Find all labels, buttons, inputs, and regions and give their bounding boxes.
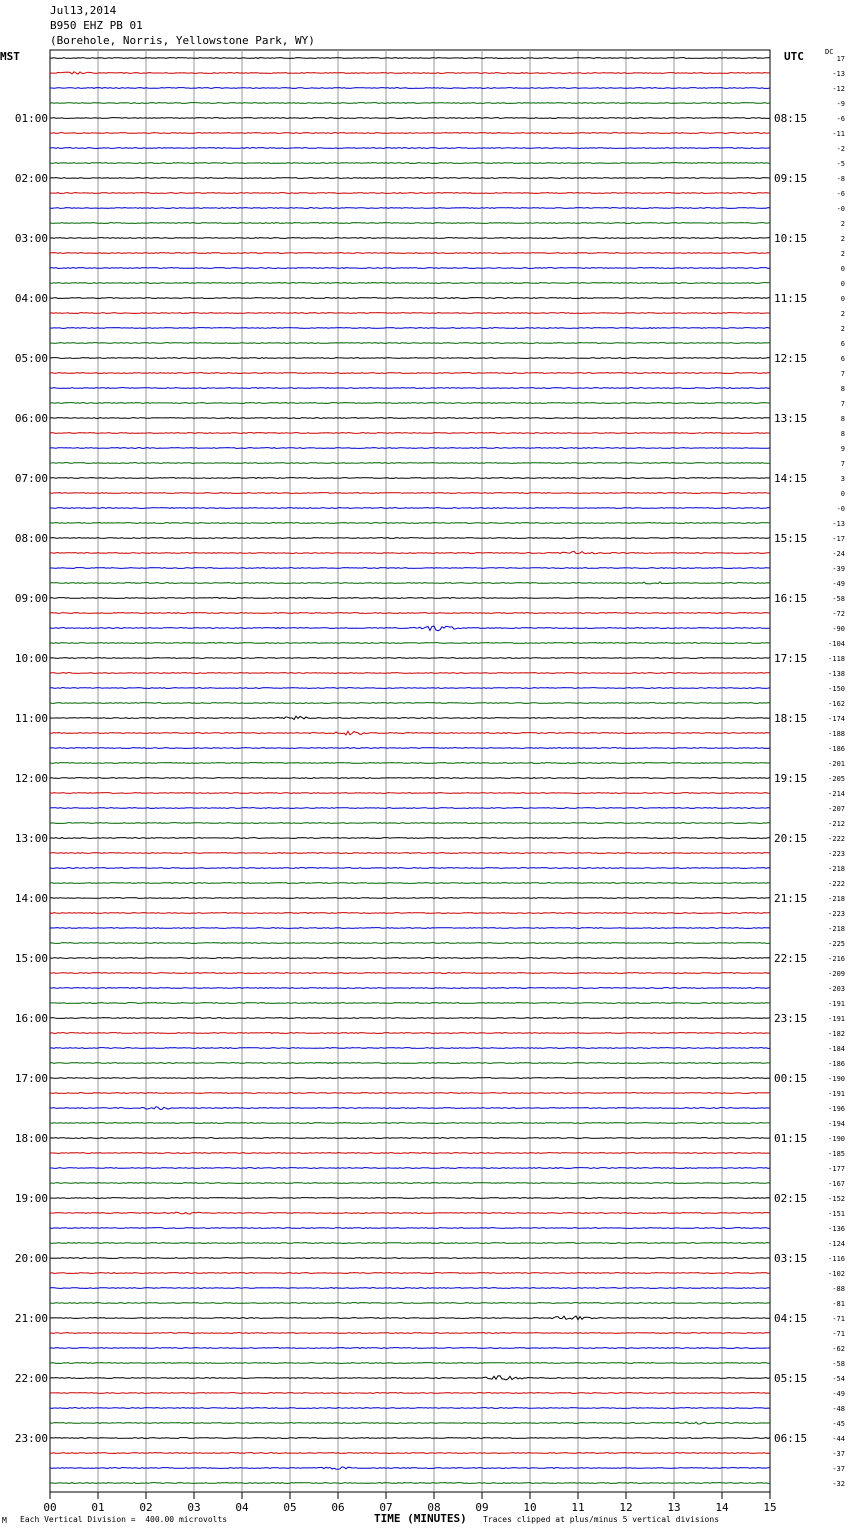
plot-frame xyxy=(50,50,770,1492)
x-tick-label: 03 xyxy=(187,1501,201,1514)
trace-row-33 xyxy=(50,551,770,553)
trace-row-27 xyxy=(50,463,770,464)
trace-row-91 xyxy=(50,1422,770,1424)
dc-offset-value: -182 xyxy=(828,1030,845,1038)
trace-row-51 xyxy=(50,823,770,824)
trace-row-16 xyxy=(50,298,770,299)
trace-row-64 xyxy=(50,1018,770,1019)
time-axis xyxy=(43,1492,776,1514)
trace-row-81 xyxy=(50,1273,770,1274)
dc-offset-value: -116 xyxy=(828,1255,845,1263)
left-hour-label: 17:00 xyxy=(14,1072,48,1085)
trace-row-83 xyxy=(50,1303,770,1304)
trace-row-13 xyxy=(50,253,770,254)
trace-row-0 xyxy=(50,58,770,59)
right-hour-label: 18:15 xyxy=(774,712,808,725)
dc-offset-value: -54 xyxy=(832,1375,845,1383)
trace-row-37 xyxy=(50,613,770,614)
right-timezone-label: UTC xyxy=(784,50,804,63)
dc-offset-value: 7 xyxy=(840,460,845,468)
right-hour-label: 12:15 xyxy=(774,352,808,365)
dc-offset-value: -0 xyxy=(836,505,845,513)
dc-offset-value: -216 xyxy=(828,955,845,963)
trace-row-72 xyxy=(50,1138,770,1139)
right-hour-label: 10:15 xyxy=(774,232,808,245)
trace-row-18 xyxy=(50,328,770,329)
dc-offset-value: -191 xyxy=(828,1015,845,1023)
x-tick-label: 08 xyxy=(427,1501,441,1514)
trace-row-67 xyxy=(50,1063,770,1064)
dc-offset-value: -49 xyxy=(832,580,845,588)
dc-offset-value: -124 xyxy=(828,1240,845,1248)
dc-offset-value: -209 xyxy=(828,970,845,978)
right-hour-label: 02:15 xyxy=(774,1192,808,1205)
trace-row-47 xyxy=(50,763,770,764)
dc-offset-value: -39 xyxy=(832,565,845,573)
trace-row-34 xyxy=(50,568,770,569)
dc-offset-value: -218 xyxy=(828,925,845,933)
right-hour-label: 21:15 xyxy=(774,892,808,905)
station-location: (Borehole, Norris, Yellowstone Park, WY) xyxy=(50,34,315,47)
dc-offset-value: -9 xyxy=(836,100,845,108)
left-hour-label: 05:00 xyxy=(14,352,48,365)
left-hour-label: 15:00 xyxy=(14,952,48,965)
trace-row-6 xyxy=(50,148,770,149)
dc-offset-value: 0 xyxy=(840,280,845,288)
dc-offset-value: -12 xyxy=(832,85,845,93)
dc-offset-value: 8 xyxy=(840,430,845,438)
trace-row-89 xyxy=(50,1393,770,1394)
station-code: B950 EHZ PB 01 xyxy=(50,19,143,32)
trace-row-45 xyxy=(50,731,770,735)
dc-offset-value: 2 xyxy=(840,310,845,318)
x-tick-label: 04 xyxy=(235,1501,249,1514)
dc-offset-value: 2 xyxy=(840,325,845,333)
trace-row-86 xyxy=(50,1348,770,1349)
dc-offset-value: -186 xyxy=(828,745,845,753)
trace-row-74 xyxy=(50,1168,770,1169)
trace-row-5 xyxy=(50,133,770,134)
dc-offset-value: -44 xyxy=(832,1435,845,1443)
trace-row-46 xyxy=(50,748,770,749)
dc-offset-value: -11 xyxy=(832,130,845,138)
trace-row-50 xyxy=(50,808,770,809)
right-hour-label: 20:15 xyxy=(774,832,808,845)
trace-row-54 xyxy=(50,868,770,869)
dc-offset-value: -223 xyxy=(828,850,845,858)
left-hour-label: 04:00 xyxy=(14,292,48,305)
trace-row-28 xyxy=(50,478,770,479)
trace-row-29 xyxy=(50,493,770,494)
left-hour-label: 22:00 xyxy=(14,1372,48,1385)
left-hour-label: 20:00 xyxy=(14,1252,48,1265)
trace-row-61 xyxy=(50,973,770,974)
dc-offset-value: 7 xyxy=(840,370,845,378)
x-tick-label: 06 xyxy=(331,1501,345,1514)
right-hour-label: 05:15 xyxy=(774,1372,808,1385)
x-tick-label: 02 xyxy=(139,1501,153,1514)
minute-grid xyxy=(98,50,722,1492)
trace-row-31 xyxy=(50,523,770,524)
trace-row-77 xyxy=(50,1212,770,1214)
trace-row-80 xyxy=(50,1258,770,1259)
dc-offset-value: 8 xyxy=(840,415,845,423)
dc-offset-value: -45 xyxy=(832,1420,845,1428)
right-hour-label: 22:15 xyxy=(774,952,808,965)
dc-offset-value: -191 xyxy=(828,1000,845,1008)
dc-offset-value: 2 xyxy=(840,250,845,258)
trace-row-42 xyxy=(50,688,770,689)
dc-offset-value: -167 xyxy=(828,1180,845,1188)
trace-row-40 xyxy=(50,658,770,659)
trace-row-30 xyxy=(50,508,770,509)
dc-offset-value: -5 xyxy=(836,160,845,168)
x-tick-label: 14 xyxy=(715,1501,729,1514)
left-hour-label: 18:00 xyxy=(14,1132,48,1145)
trace-row-65 xyxy=(50,1033,770,1034)
trace-row-76 xyxy=(50,1198,770,1199)
x-tick-label: 07 xyxy=(379,1501,393,1514)
trace-row-14 xyxy=(50,268,770,269)
dc-offset-value: -2 xyxy=(836,145,845,153)
left-timezone-label: MST xyxy=(0,50,20,63)
trace-row-56 xyxy=(50,898,770,899)
dc-offset-value: -201 xyxy=(828,760,845,768)
trace-row-68 xyxy=(50,1078,770,1079)
dc-offset-value: -162 xyxy=(828,700,845,708)
dc-offset-header: DC xyxy=(825,48,834,56)
left-hour-label: 09:00 xyxy=(14,592,48,605)
dc-offset-value: -190 xyxy=(828,1075,845,1083)
trace-row-24 xyxy=(50,418,770,419)
trace-row-35 xyxy=(50,582,770,584)
x-tick-label: 05 xyxy=(283,1501,297,1514)
dc-offset-value: 17 xyxy=(836,55,845,63)
left-hour-label: 16:00 xyxy=(14,1012,48,1025)
left-hour-label: 02:00 xyxy=(14,172,48,185)
dc-offset-value: 3 xyxy=(840,475,845,483)
trace-row-12 xyxy=(50,238,770,239)
dc-offset-value: -88 xyxy=(832,1285,845,1293)
trace-row-20 xyxy=(50,358,770,359)
trace-row-84 xyxy=(50,1316,770,1320)
trace-row-87 xyxy=(50,1363,770,1364)
x-tick-label: 13 xyxy=(667,1501,681,1514)
left-hour-label: 13:00 xyxy=(14,832,48,845)
dc-offset-value: -6 xyxy=(836,115,845,123)
trace-row-73 xyxy=(50,1153,770,1154)
dc-offset-value: -205 xyxy=(828,775,845,783)
x-tick-label: 00 xyxy=(43,1501,57,1514)
left-hour-label: 11:00 xyxy=(14,712,48,725)
trace-row-15 xyxy=(50,283,770,284)
dc-offset-value: -225 xyxy=(828,940,845,948)
trace-row-49 xyxy=(50,793,770,794)
dc-offset-value: -71 xyxy=(832,1315,845,1323)
trace-row-26 xyxy=(50,448,770,449)
trace-row-4 xyxy=(50,118,770,119)
dc-offset-value: -90 xyxy=(832,625,845,633)
trace-row-38 xyxy=(50,626,770,631)
trace-row-11 xyxy=(50,223,770,224)
trace-row-58 xyxy=(50,928,770,929)
left-hour-label: 19:00 xyxy=(14,1192,48,1205)
trace-row-8 xyxy=(50,178,770,179)
dc-offset-value: -13 xyxy=(832,70,845,78)
right-hour-label: 03:15 xyxy=(774,1252,808,1265)
trace-row-66 xyxy=(50,1048,770,1049)
trace-row-7 xyxy=(50,163,770,164)
x-tick-label: 01 xyxy=(91,1501,105,1514)
dc-offset-value: 6 xyxy=(840,355,845,363)
dc-offset-value: -185 xyxy=(828,1150,845,1158)
trace-row-92 xyxy=(50,1438,770,1439)
left-hour-label: 14:00 xyxy=(14,892,48,905)
trace-row-69 xyxy=(50,1093,770,1094)
trace-row-44 xyxy=(50,716,770,719)
dc-offset-value: -81 xyxy=(832,1300,845,1308)
dc-offset-value: -102 xyxy=(828,1270,845,1278)
left-hour-label: 12:00 xyxy=(14,772,48,785)
right-hour-label: 01:15 xyxy=(774,1132,808,1145)
dc-offset-value: -151 xyxy=(828,1210,845,1218)
x-tick-label: 11 xyxy=(571,1501,585,1514)
left-hour-label: 10:00 xyxy=(14,652,48,665)
dc-offset-value: -214 xyxy=(828,790,845,798)
dc-offset-value: -72 xyxy=(832,610,845,618)
left-hour-label: 23:00 xyxy=(14,1432,48,1445)
dc-offset-value: -218 xyxy=(828,865,845,873)
trace-row-39 xyxy=(50,643,770,644)
dc-offset-value: 8 xyxy=(840,385,845,393)
dc-offset-value: -207 xyxy=(828,805,845,813)
x-tick-label: 15 xyxy=(763,1501,777,1514)
trace-row-57 xyxy=(50,913,770,914)
dc-offset-value: 7 xyxy=(840,400,845,408)
trace-row-3 xyxy=(50,103,770,104)
trace-row-41 xyxy=(50,673,770,674)
right-hour-label: 23:15 xyxy=(774,1012,808,1025)
dc-offset-value: 0 xyxy=(840,295,845,303)
trace-row-93 xyxy=(50,1453,770,1454)
dc-offset-value: -13 xyxy=(832,520,845,528)
dc-offset-value: -190 xyxy=(828,1135,845,1143)
dc-offset-value: -8 xyxy=(836,175,845,183)
dc-offset-value: 9 xyxy=(840,445,845,453)
trace-row-32 xyxy=(50,538,770,539)
dc-offset-value: -186 xyxy=(828,1060,845,1068)
trace-row-55 xyxy=(50,883,770,884)
trace-row-59 xyxy=(50,943,770,944)
dc-offset-value: -32 xyxy=(832,1480,845,1488)
x-tick-label: 10 xyxy=(523,1501,537,1514)
left-hour-label: 08:00 xyxy=(14,532,48,545)
trace-row-23 xyxy=(50,403,770,404)
dc-offset-value: 2 xyxy=(840,235,845,243)
x-axis-title: TIME (MINUTES) xyxy=(374,1512,467,1525)
dc-offset-value: 6 xyxy=(840,340,845,348)
dc-offset-value: -118 xyxy=(828,655,845,663)
trace-row-53 xyxy=(50,853,770,854)
dc-offset-value: 0 xyxy=(840,265,845,273)
trace-row-82 xyxy=(50,1288,770,1289)
dc-offset-value: -177 xyxy=(828,1165,845,1173)
dc-offset-value: -203 xyxy=(828,985,845,993)
dc-offset-value: -62 xyxy=(832,1345,845,1353)
trace-row-78 xyxy=(50,1228,770,1229)
left-hour-label: 21:00 xyxy=(14,1312,48,1325)
trace-row-10 xyxy=(50,208,770,209)
dc-offset-value: -191 xyxy=(828,1090,845,1098)
left-hour-label: 03:00 xyxy=(14,232,48,245)
right-hour-label: 08:15 xyxy=(774,112,808,125)
dc-offset-value: -150 xyxy=(828,685,845,693)
dc-offset-value: -138 xyxy=(828,670,845,678)
trace-row-71 xyxy=(50,1123,770,1124)
clip-note: Traces clipped at plus/minus 5 vertical divisions xyxy=(483,1515,720,1524)
left-hour-label: 06:00 xyxy=(14,412,48,425)
right-hour-label: 09:15 xyxy=(774,172,808,185)
x-tick-label: 12 xyxy=(619,1501,633,1514)
dc-offset-value: -24 xyxy=(832,550,845,558)
dc-offset-value: -71 xyxy=(832,1330,845,1338)
right-hour-label: 16:15 xyxy=(774,592,808,605)
trace-row-19 xyxy=(50,343,770,344)
trace-row-75 xyxy=(50,1183,770,1184)
dc-offset-value: 2 xyxy=(840,220,845,228)
dc-offset-value: -0 xyxy=(836,205,845,213)
trace-row-48 xyxy=(50,778,770,779)
left-hour-label: 01:00 xyxy=(14,112,48,125)
dc-offset-value: -104 xyxy=(828,640,845,648)
right-hour-label: 19:15 xyxy=(774,772,808,785)
dc-offset-value: -196 xyxy=(828,1105,845,1113)
dc-offset-value: -194 xyxy=(828,1120,845,1128)
right-hour-label: 11:15 xyxy=(774,292,808,305)
trace-rows xyxy=(50,58,770,1484)
dc-offset-value: -48 xyxy=(832,1405,845,1413)
dc-offset-value: -136 xyxy=(828,1225,845,1233)
trace-row-1 xyxy=(50,72,770,74)
trace-row-43 xyxy=(50,703,770,704)
corner-mark: M xyxy=(2,1516,7,1525)
dc-offset-value: 0 xyxy=(840,490,845,498)
dc-offset-value: -37 xyxy=(832,1450,845,1458)
dc-offset-value: -223 xyxy=(828,910,845,918)
trace-row-22 xyxy=(50,388,770,389)
trace-row-63 xyxy=(50,1003,770,1004)
trace-row-70 xyxy=(50,1107,770,1110)
trace-row-9 xyxy=(50,193,770,194)
trace-row-62 xyxy=(50,988,770,989)
dc-offset-value: -58 xyxy=(832,595,845,603)
right-hour-label: 15:15 xyxy=(774,532,808,545)
trace-row-25 xyxy=(50,433,770,434)
trace-row-88 xyxy=(50,1376,770,1380)
trace-row-52 xyxy=(50,838,770,839)
scale-note: Each Vertical Division = 400.00 microvolts xyxy=(20,1515,228,1524)
right-hour-label: 04:15 xyxy=(774,1312,808,1325)
x-tick-label: 09 xyxy=(475,1501,489,1514)
left-hour-label: 07:00 xyxy=(14,472,48,485)
dc-offset-value: -152 xyxy=(828,1195,845,1203)
dc-offset-value: -174 xyxy=(828,715,845,723)
dc-offset-value: -37 xyxy=(832,1465,845,1473)
trace-row-85 xyxy=(50,1333,770,1334)
dc-offset-value: -222 xyxy=(828,835,845,843)
trace-row-95 xyxy=(50,1483,770,1484)
dc-offset-value: -212 xyxy=(828,820,845,828)
dc-offset-value: -184 xyxy=(828,1045,845,1053)
trace-row-60 xyxy=(50,958,770,959)
trace-row-90 xyxy=(50,1408,770,1409)
dc-offset-value: -49 xyxy=(832,1390,845,1398)
trace-row-21 xyxy=(50,373,770,374)
trace-row-94 xyxy=(50,1467,770,1469)
trace-row-17 xyxy=(50,313,770,314)
right-hour-label: 14:15 xyxy=(774,472,808,485)
plot-date: Jul13,2014 xyxy=(50,4,117,17)
right-hour-label: 13:15 xyxy=(774,412,808,425)
trace-row-79 xyxy=(50,1243,770,1244)
dc-offset-value: -17 xyxy=(832,535,845,543)
trace-row-2 xyxy=(50,88,770,89)
dc-offset-value: -188 xyxy=(828,730,845,738)
dc-offset-value: -218 xyxy=(828,895,845,903)
dc-offset-value: -6 xyxy=(836,190,845,198)
dc-offset-value: -222 xyxy=(828,880,845,888)
right-hour-label: 06:15 xyxy=(774,1432,808,1445)
right-hour-label: 00:15 xyxy=(774,1072,808,1085)
right-hour-label: 17:15 xyxy=(774,652,808,665)
dc-offset-value: -58 xyxy=(832,1360,845,1368)
trace-row-36 xyxy=(50,598,770,599)
